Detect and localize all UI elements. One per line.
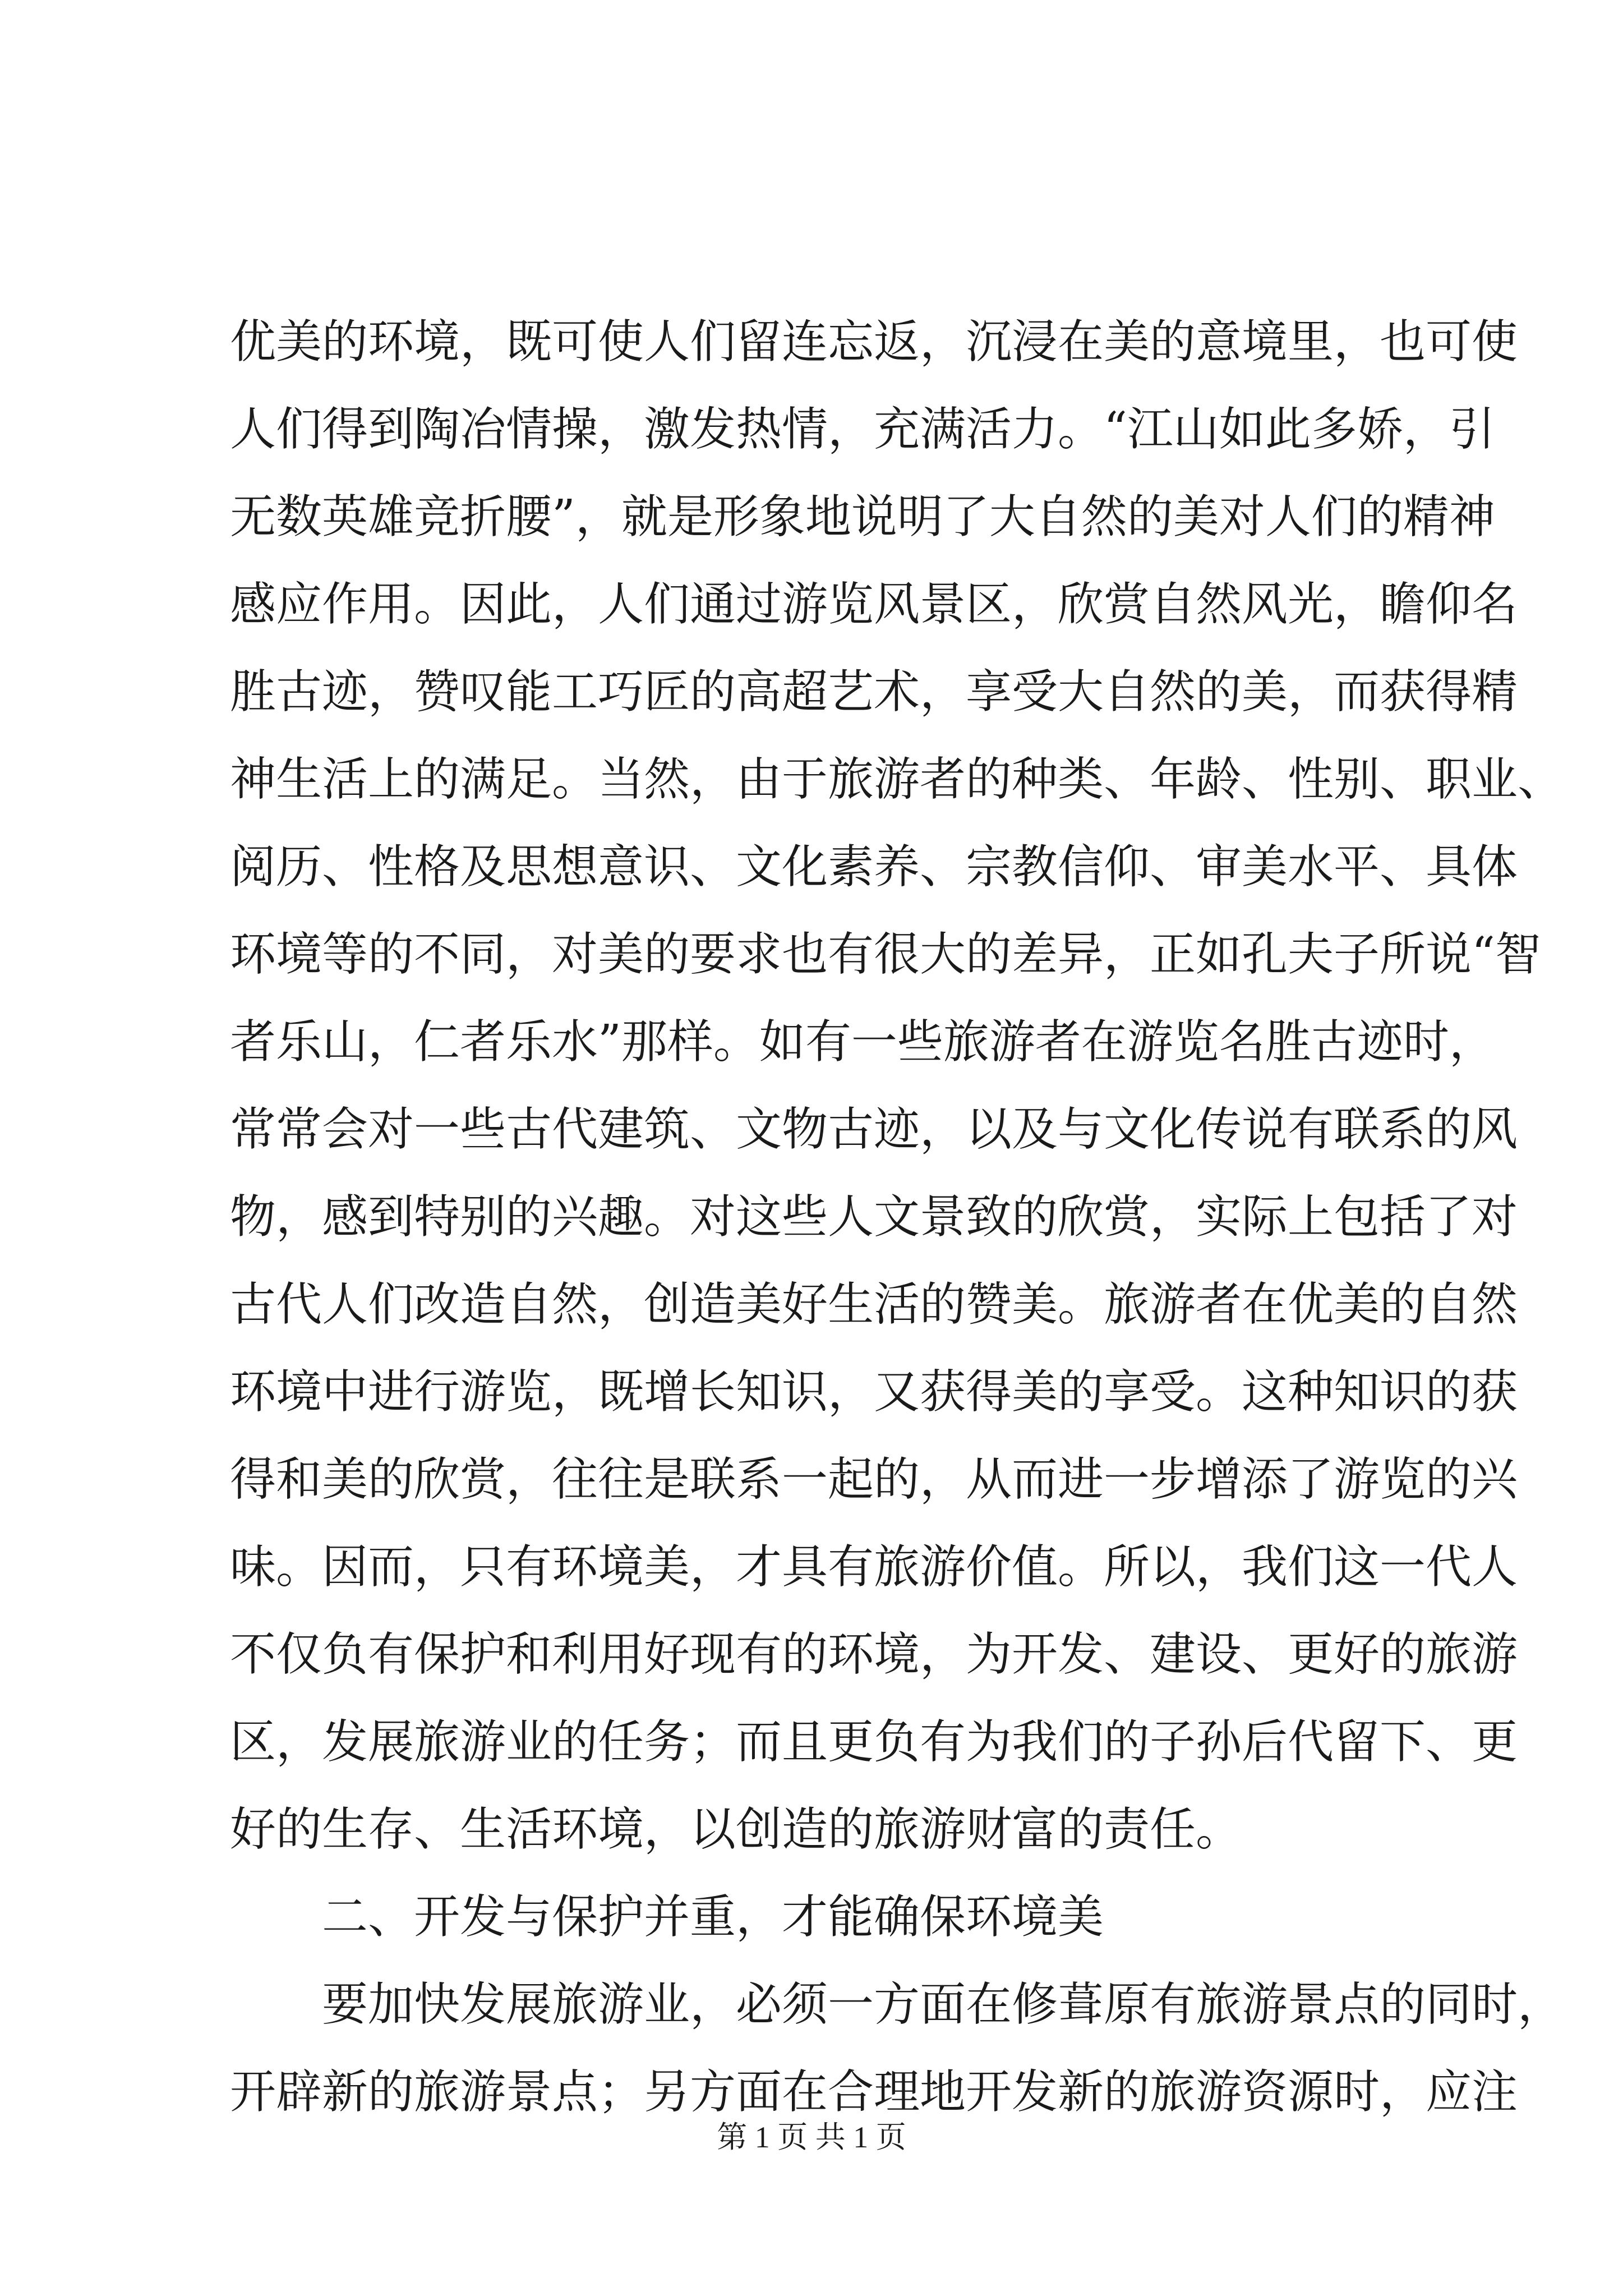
text-line: 要加快发展旅游业，必须一方面在修葺原有旅游景点的同时， [322, 1978, 1564, 2031]
text-line: 不仅负有保护和利用好现有的环境，为开发、建设、更好的旅游 [230, 1628, 1518, 1681]
text-line: 人们得到陶冶情操，激发热情，充满活力。“江山如此多娇，引 [230, 403, 1495, 456]
paragraph-2 [230, 1961, 1564, 2136]
text-line: 得和美的欣赏，往往是联系一起的，从而进一步增添了游览的兴 [230, 1453, 1518, 1506]
text-line: 神生活上的满足。当然，由于旅游者的种类、年龄、性别、职业、 [230, 753, 1564, 806]
text-line: 味。因而，只有环境美，才具有旅游价值。所以，我们这一代人 [230, 1540, 1518, 1594]
text-line: 无数英雄竞折腰”，就是形象地说明了大自然的美对人们的精神 [230, 490, 1495, 544]
text-line: 感应作用。因此，人们通过游览风景区，欣赏自然风光，瞻仰名 [230, 578, 1518, 631]
text-line: 区，发展旅游业的任务；而且更负有为我们的子孙后代留下、更 [230, 1715, 1518, 1769]
paragraph-1 [230, 298, 1564, 1874]
text-line: 开辟新的旅游景点；另方面在合理地开发新的旅游资源时，应注 [230, 2065, 1518, 2119]
text-line: 古代人们改造自然，创造美好生活的赞美。旅游者在优美的自然 [230, 1278, 1518, 1331]
text-line: 常常会对一些古代建筑、文物古迹，以及与文化传说有联系的风 [230, 1103, 1518, 1156]
text-line: 者乐山，仁者乐水”那样。如有一些旅游者在游览名胜古迹时， [230, 1015, 1495, 1069]
page-number-label: 第 1 页 共 1 页 [717, 2120, 906, 2154]
document-body [230, 298, 1564, 2136]
page-footer [0, 2118, 1623, 2157]
text-line: 阅历、性格及思想意识、文化素养、宗教信仰、审美水平、具体 [230, 840, 1518, 894]
text-line: 环境等的不同，对美的要求也有很大的差异，正如孔夫子所说“智 [230, 928, 1541, 981]
text-line: 胜古迹，赞叹能工巧匠的高超艺术，享受大自然的美，而获得精 [230, 665, 1518, 719]
text-line: 优美的环境，既可使人们留连忘返，沉浸在美的意境里，也可使 [230, 315, 1518, 369]
text-line: 物，感到特别的兴趣。对这些人文景致的欣赏，实际上包括了对 [230, 1190, 1518, 1244]
text-line: 环境中进行游览，既增长知识，又获得美的享受。这种知识的获 [230, 1365, 1518, 1419]
section-heading: 二、开发与保护并重，才能确保环境美 [322, 1890, 1104, 1944]
text-line: 好的生存、生活环境，以创造的旅游财富的责任。 [230, 1803, 1242, 1856]
